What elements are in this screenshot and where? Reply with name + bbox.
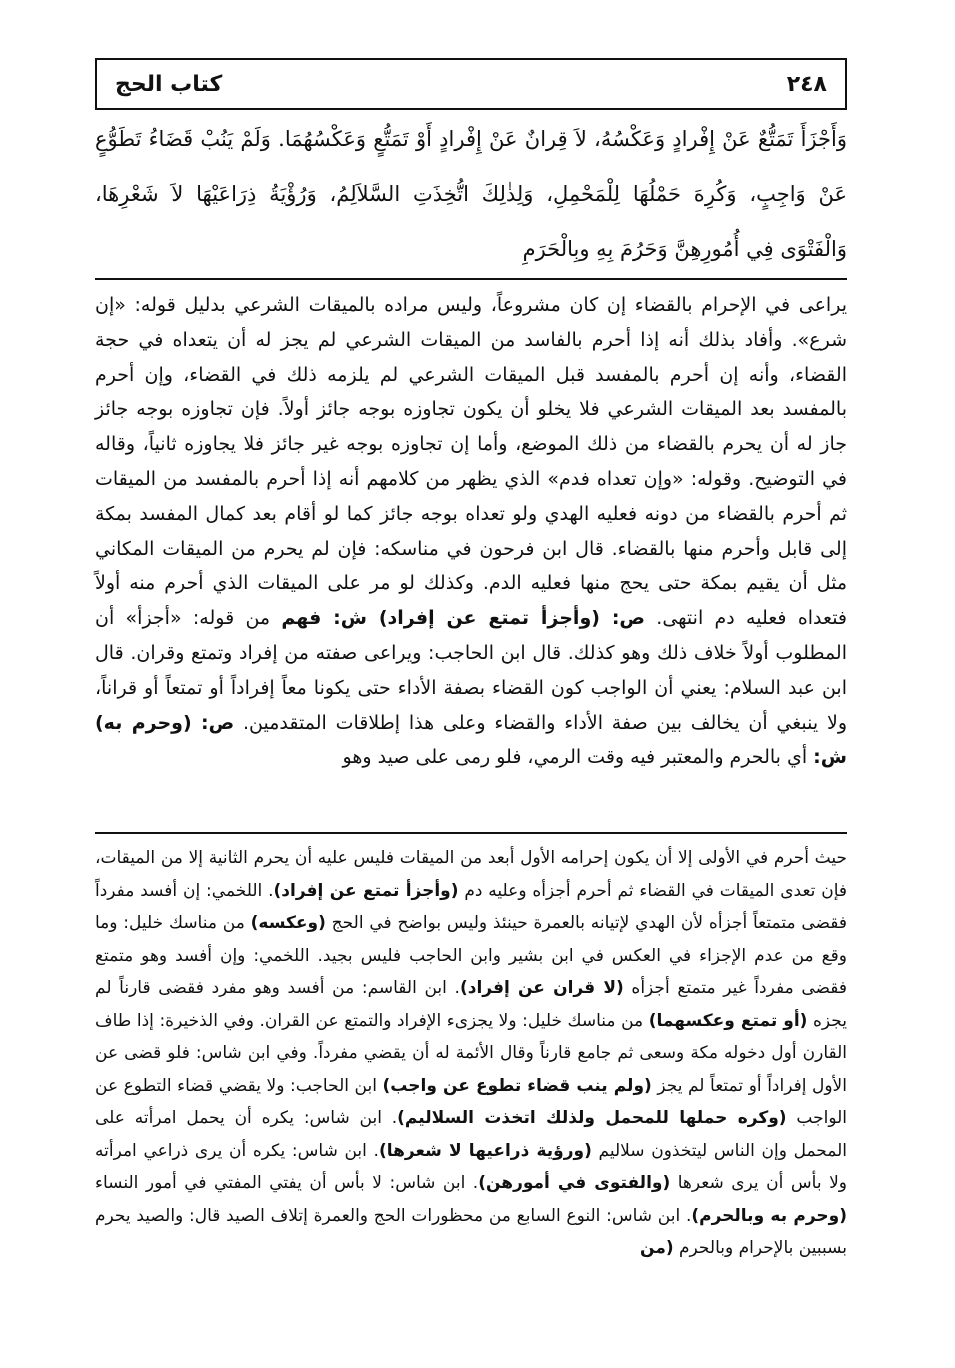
hashiya-segment: . اللخمي: إن أفسد مفرداً فقضى متمتعاً أجزأه لأن الهدي لإتيانه بالعمرة حينئذ وليس بواضح في الحج bbox=[95, 880, 848, 933]
sharh-segment: يراعى في الإحرام بالقضاء إن كان مشروعاً، وليس مراده بالميقات الشرعي بدليل قوله: «إن شرع». وأفاد بذلك أنه إذا أحرم بالفاسد من الميقات الشرعي لم يجز له أن يتعداه في حجة القضاء، وأنه إن أحرم بالمفسد قبل الميقات الشرعي لم يلزمه ذلك في القضاء، وإن أحرم بالمفسد بعد الميقات الشرعي فلا يخلو أن يكون تجاوزه بوجه جائز أولاً. فإن تجاوزه بوجه جائز جاز له أن يحرم بالقضاء من ذلك الموضع، وأما إن تجاوزه بوجه غير جائز فلا يجاوزه ثانياً، وقاله في التوضيح. وقوله: «وإن تعداه فدم» الذي يظهر من كلامهم أنه إذا أحرم بالمفسد من الميقات ثم أحرم بالقضاء من دونه فعليه الهدي ولو تعداه بوجه جائز كما لو أقام بعد كمال المفسد بمكة إلى قابل وأحرم منها بالقضاء. قال ابن فرحون في مناسكه: فإن لم يحرم من الميقات المكاني مثل أن يقيم بمكة حتى يحج منها فعليه الدم. وكذلك لو مر على الميقات الذي أحرم منه أولاً فتعداه فعليه دم انتهى. bbox=[95, 294, 848, 630]
hashiya-segment: . ابن شاس: يكره أن يرى ذراعي امرأته ولا بأس أن يرى شعرها bbox=[95, 1140, 847, 1193]
matn-paragraph: وَأَجْزَأَ تَمَتُّعٌ عَنْ إِفْرادٍ وَعَكْسُهُ، لاَ قِرانٌ عَنْ إِفْرادٍ أَوْ تَمَتُّعٍ وَعَكْسُهُمَا. وَلَمْ يَنُبْ قَضَاءُ تَطَوُّعٍ عَنْ وَاجِبٍ، وَكُرِهَ حَمْلُهَا لِلْمَحْمِلِ، وَلِذٰلِكَ اتُّخِذَتِ السَّلاَلِمُ، وَرُؤْيَةُ ذِرَاعَيْهَا لاَ شَعْرِهَا، وَالْفَتْوَى فِي أُمُورِهِنَّ وَحَرُمَ بِهِ وبِالْحَرَمِ bbox=[95, 127, 847, 261]
hashiya-segment: من مناسك خليل: وما وقع من عدم الإجزاء في العكس في ابن بشير وابن الحاجب فليس بجيد. اللخمي: وإن أفسد وهو متمتع فقضى مفرداً غير متمتع أجزأه bbox=[95, 913, 847, 998]
hashiya-segment: . ابن القاسم: من أفسد وهو مفرد فقضى قارناً لم يجزه bbox=[95, 978, 847, 1031]
hashiya-bold-segment: (ورؤية ذراعيها لا شعرها) bbox=[378, 1140, 592, 1161]
section-divider-bottom bbox=[95, 832, 847, 834]
section-divider-top bbox=[95, 278, 847, 280]
hashiya-bold-segment: (وكره حملها للمحمل ولذلك اتخذت السلاليم) bbox=[397, 1108, 787, 1128]
sharh-paragraph bbox=[95, 288, 847, 775]
hashiya-segment: . ابن شاس: يكره أن يحمل امرأته على المحمل وإن الناس ليتخذون سلاليم bbox=[95, 1108, 848, 1161]
matn-text-block bbox=[95, 112, 847, 277]
sharh-commentary-block bbox=[95, 288, 847, 775]
hashiya-bold-segment: (وعكسه) bbox=[250, 913, 326, 933]
hashiya-segment: . ابن شاس: لا بأس أن يفتي المفتي في أمور النساء bbox=[95, 1173, 479, 1193]
hashiya-segment: من مناسك خليل: ولا يجزىء الإفراد والتمتع عن القران. وفي الذخيرة: إذا طاف القارن أول دخوله مكة وسعى ثم جامع قارناً وقال الأئمة له أن يقضي مفرداً. وفي ابن شاس: فلو قضى عن الأول إفراداً أو تمتعاً لم يجز bbox=[95, 1010, 847, 1096]
hashiya-footnote-block bbox=[95, 842, 847, 1265]
sharh-bold-segment: ص: (وحرم به) ش: bbox=[95, 711, 847, 769]
hashiya-bold-segment: (لا قران عن إفراد) bbox=[459, 978, 624, 998]
hashiya-segment: . ابن شاس: النوع السابع من محظورات الحج والعمرة إتلاف الصيد قال: والصيد يحرم بسببين بالإحرام وبالحرم bbox=[95, 1205, 847, 1258]
page-number: ٢٤٨ bbox=[786, 71, 827, 97]
hashiya-bold-segment: (والفتوى في أمورهن) bbox=[478, 1173, 671, 1193]
sharh-segment: أي بالحرم والمعتبر فيه وقت الرمي، فلو رمى على صيد وهو bbox=[342, 746, 814, 769]
book-title: كتاب الحج bbox=[115, 71, 223, 97]
hashiya-bold-segment: (أو تمتع وعكسهما) bbox=[648, 1010, 808, 1031]
hashiya-bold-segment: (وأجزأ تمتع عن إفراد) bbox=[273, 880, 459, 901]
sharh-bold-segment: ص: (وأجزأ تمتع عن إفراد) ش: فهم bbox=[281, 607, 645, 630]
sharh-segment: من قوله: «أجزأ» أن المطلوب أولاً خلاف ذلك وهو كذلك. قال ابن الحاجب: ويراعى صفته من إفراد وتمتع وقران. قال ابن عبد السلام: يعني أن الواجب كون القضاء بصفة الأداء حتى يكونا معاً إفراداً أو تمتعاً أو قراناً، ولا ينبغي أن يخالف بين صفة الأداء والقضاء وعلى هذا إطلاقات المتقدمين. bbox=[95, 607, 847, 734]
hashiya-bold-segment: (وحرم به وبالحرم) bbox=[691, 1205, 847, 1226]
hashiya-segment: ابن الحاجب: ولا يقضي قضاء التطوع عن الواجب bbox=[95, 1075, 848, 1128]
hashiya-bold-segment: (من bbox=[640, 1238, 674, 1258]
page-header bbox=[95, 58, 847, 110]
hashiya-bold-segment: (ولم ينب قضاء تطوع عن واجب) bbox=[382, 1075, 652, 1096]
hashiya-paragraph bbox=[95, 842, 847, 1265]
hashiya-segment: حيث أحرم في الأولى إلا أن يكون إحرامه الأول أبعد من الميقات فليس عليه أن يحرم الثانية إلا من الميقات، فإن تعدى الميقات في القضاء ثم أحرم أجزأه وعليه دم bbox=[95, 848, 848, 901]
